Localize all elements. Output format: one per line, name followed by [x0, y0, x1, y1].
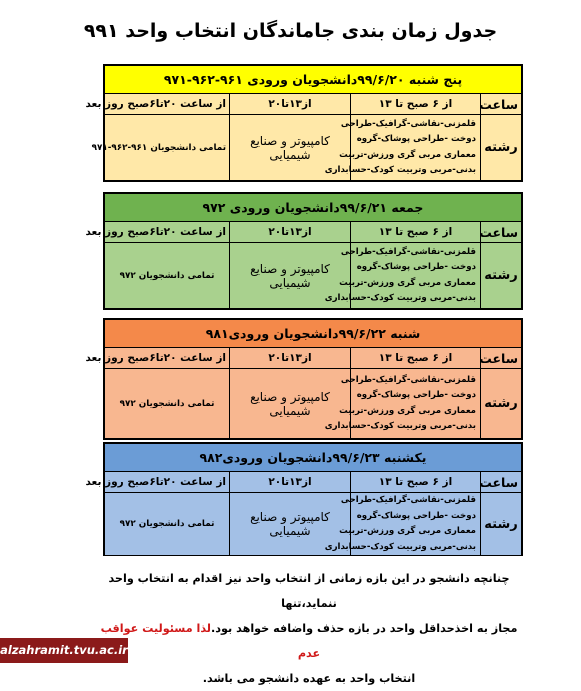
major-line: دوخت -طراحی پوشاک-گروه: [356, 134, 476, 144]
major-line: بدنی-مربی وتربیت کودک-حسابداری: [324, 541, 476, 552]
major-line: قلمزنی-نقاشی-گرافیک-طراحی: [340, 246, 476, 257]
time-label: ساعت: [481, 94, 522, 115]
slot-afternoon: از۱۳تا۲۰: [230, 222, 351, 243]
field-label: رشته: [481, 243, 522, 309]
footer-line-1: چنانچه دانشجو در این بازه زمانی از انتخاب واحد نیز اقدام به انتخاب واحد ننماید،تنها: [108, 572, 510, 610]
time-label: ساعت: [481, 348, 522, 369]
majors-cell: [324, 115, 481, 181]
schedule-block-sunday: [85, 442, 523, 556]
computer-cell: کامپیوتر و صنایع شیمیایی: [230, 369, 351, 439]
major-line: دوخت -طراحی پوشاک-گروه: [356, 390, 476, 400]
majors-cell: [324, 243, 481, 309]
schedule-block-thursday: [85, 64, 523, 182]
major-line: معماری مربی گری ورزش-تربیت: [339, 405, 476, 416]
page-title: جدول زمان بندی جاماندگان انتخاب واحد ۹۹۱: [83, 20, 498, 42]
major-line: دوخت -طراحی پوشاک-گروه: [356, 510, 476, 521]
footer-line-2-text: مجاز به اخذحداقل واحد در بازه حذف واضافه خواهد بود.: [211, 622, 518, 635]
computer-cell: کامپیوتر و صنایع شیمیایی: [230, 243, 351, 309]
major-line: بدنی-مربی وتربیت کودک-حسابداری: [324, 165, 476, 175]
block-header: یکشنبه ۹۹/۶/۲۳دانشجویان ورودی۹۸۲: [105, 444, 522, 472]
major-line: بدنی-مربی وتربیت کودک-حسابداری: [324, 293, 476, 303]
schedule-block-friday: [85, 192, 523, 310]
slot-afternoon: از۱۳تا۲۰: [230, 94, 351, 115]
major-line: معماری مربی گری ورزش-تربیت: [339, 277, 476, 288]
slot-night: از ساعت ۲۰تا۶صبح روز بعد: [105, 348, 230, 369]
slot-morning: از ۶ صبح تا ۱۳: [351, 94, 481, 115]
field-label: رشته: [481, 115, 522, 181]
time-label: ساعت: [481, 472, 522, 493]
slot-morning: از ۶ صبح تا ۱۳: [351, 222, 481, 243]
major-line: دوخت -طراحی پوشاک-گروه: [356, 262, 476, 272]
majors-cell: [324, 369, 481, 439]
slot-night: از ساعت ۲۰تا۶صبح روز بعد: [105, 472, 230, 493]
block-header: جمعه ۹۹/۶/۲۱دانشجویان ورودی ۹۷۲: [105, 194, 522, 222]
block-header: شنبه ۹۹/۶/۲۲دانشجویان ورودی۹۸۱: [105, 320, 522, 348]
all-students-cell: تمامی دانشجویان ۹۷۲: [105, 243, 230, 309]
slot-night: از ساعت ۲۰تا۶صبح روز بعد: [105, 94, 230, 115]
major-line: بدنی-مربی وتربیت کودک-حسابداری: [324, 421, 476, 431]
time-label: ساعت: [481, 222, 522, 243]
slot-night: از ساعت ۲۰تا۶صبح روز بعد: [105, 222, 230, 243]
all-students-cell: تمامی دانشجویان ۹۶۱-۹۶۲-۹۷۱: [105, 115, 230, 181]
major-line: قلمزنی-نقاشی-گرافیک-طراحی: [340, 495, 476, 505]
major-line: قلمزنی-نقاشی-گرافیک-طراحی: [340, 374, 476, 385]
major-line: معماری مربی گری ورزش-تربیت: [339, 526, 476, 536]
schedule-block-saturday: [85, 318, 523, 440]
footer-line-3: انتخاب واحد به عهده دانشجو می باشد.: [202, 672, 416, 685]
slot-afternoon: از۱۳تا۲۰: [230, 472, 351, 493]
major-line: قلمزنی-نقاشی-گرافیک-طراحی: [340, 118, 476, 129]
all-students-cell: تمامی دانشجویان ۹۷۲: [105, 369, 230, 439]
footer-line-2: [92, 616, 526, 666]
computer-cell: کامپیوتر و صنایع شیمیایی: [230, 493, 351, 556]
field-label: رشته: [481, 369, 522, 439]
major-line: معماری مربی گری ورزش-تربیت: [339, 149, 476, 160]
slot-morning: از ۶ صبح تا ۱۳: [351, 348, 481, 369]
site-url-badge: alzahramit.tvu.ac.ir: [0, 638, 128, 663]
block-header: پنج شنبه ۹۹/۶/۲۰دانشجویان ورودی ۹۶۱-۹۶۲-۹۷۱: [105, 66, 522, 94]
footer-warning-text: لذا مسئولیت عواقب عدم: [100, 622, 321, 660]
all-students-cell: تمامی دانشجویان ۹۷۲: [105, 493, 230, 556]
slot-morning: از ۶ صبح تا ۱۳: [351, 472, 481, 493]
majors-cell: [324, 493, 481, 556]
slot-afternoon: از۱۳تا۲۰: [230, 348, 351, 369]
computer-cell: کامپیوتر و صنایع شیمیایی: [230, 115, 351, 181]
field-label: رشته: [481, 493, 522, 556]
footer-note: [92, 566, 526, 691]
